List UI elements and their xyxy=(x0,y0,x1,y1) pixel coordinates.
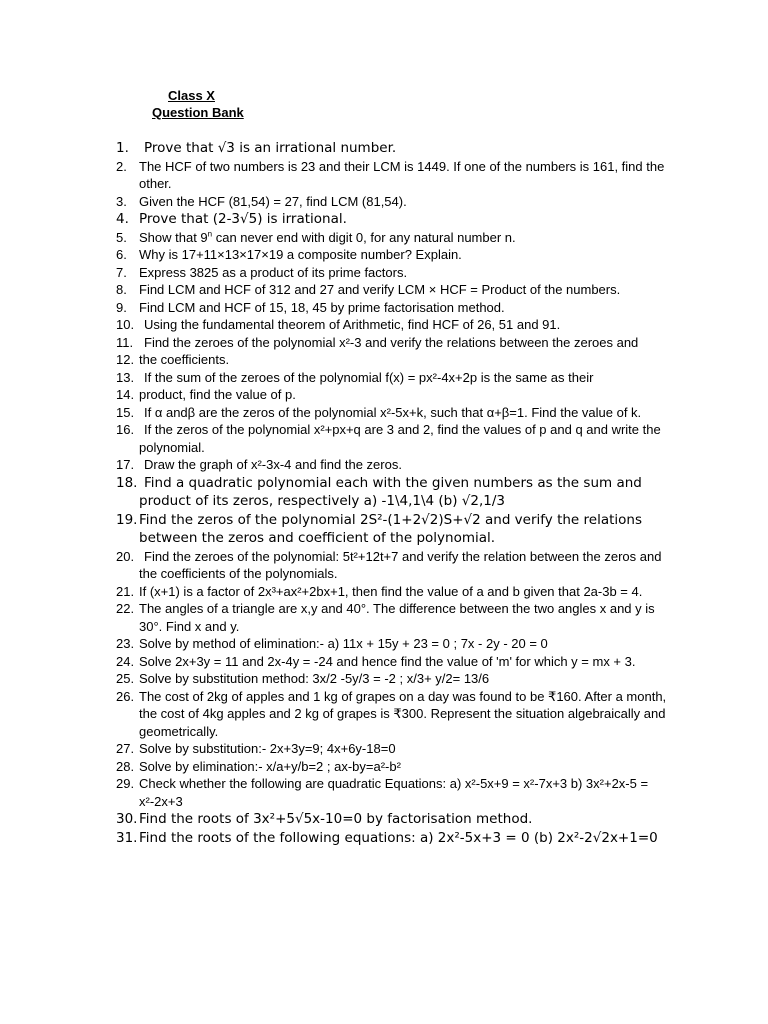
question-text: If α andβ are the zeros of the polynomial x²-5x+k, such that α+β=1. Find the value of k. xyxy=(144,404,642,420)
question-item xyxy=(0,158,675,193)
question-number: 21. xyxy=(116,583,135,599)
question-item xyxy=(0,316,675,334)
question-item xyxy=(0,548,675,583)
question-item xyxy=(0,229,675,247)
question-number: 20. xyxy=(116,548,135,564)
question-item xyxy=(0,583,675,601)
question-text: Find the zeroes of the polynomial x²-3 and verify the relations between the zeroes and xyxy=(144,334,639,350)
question-number: 27. xyxy=(116,741,135,756)
question-text: Find LCM and HCF of 312 and 27 and verify LCM × HCF = Product of the numbers. xyxy=(139,282,621,297)
question-item xyxy=(0,246,675,264)
question-text: Solve by elimination:- x/a+y/b=2 ; ax-by=a²-b² xyxy=(139,758,401,774)
question-text: If the zeros of the polynomial x²+px+q are 3 and 2, find the values of p and q and write the polynomial. xyxy=(139,422,661,455)
question-text: Find a quadratic polynomial each with the given numbers as the sum and product of its zeros, respectively a) -1\4,1\4 (b) √2,1/3 xyxy=(139,474,642,509)
question-text: The HCF of two numbers is 23 and their LCM is 1449. If one of the numbers is 161, find the other. xyxy=(139,158,665,191)
question-item xyxy=(0,404,675,422)
question-number: 7. xyxy=(116,264,127,280)
question-item xyxy=(0,474,675,511)
question-item xyxy=(0,775,675,810)
question-text: Prove that √3 is an irrational number. xyxy=(144,140,397,156)
question-text: Using the fundamental theorem of Arithmetic, find HCF of 26, 51 and 91. xyxy=(144,317,561,332)
question-text: If the sum of the zeroes of the polynomial f(x) = px²-4x+2p is the same as their xyxy=(144,369,594,385)
question-number: 2. xyxy=(116,158,127,174)
question-item xyxy=(0,369,675,387)
question-text: Why is 17+11×13×17×19 a composite number? Explain. xyxy=(139,247,462,262)
question-number: 4. xyxy=(116,211,129,227)
question-text: Solve by substitution method: 3x/2 -5y/3 = -2 ; x/3+ y/2= 13/6 xyxy=(139,671,490,686)
question-item xyxy=(0,351,675,369)
question-item xyxy=(0,740,675,758)
question-item xyxy=(0,334,675,352)
question-number: 22. xyxy=(116,601,135,616)
question-number: 6. xyxy=(116,247,127,262)
question-text: Solve by method of elimination:- a) 11x + 15y + 23 = 0 ; 7x - 2y - 20 = 0 xyxy=(139,636,548,651)
question-bank-title: Question Bank xyxy=(152,105,244,120)
question-item xyxy=(0,810,675,829)
question-number: 19. xyxy=(116,511,138,528)
question-text xyxy=(139,230,516,245)
question-text-part: Show that 9 xyxy=(139,229,208,245)
question-text: Given the HCF (81,54) = 27, find LCM (81,54). xyxy=(139,193,407,209)
question-item xyxy=(0,264,675,282)
question-item xyxy=(0,688,675,741)
question-item xyxy=(0,511,675,548)
question-item xyxy=(0,758,675,776)
question-item xyxy=(0,600,675,635)
question-text: Check whether the following are quadratic Equations: a) x²-5x+9 = x²-7x+3 b) 3x²+2x-5 = x²-2x+3 xyxy=(139,776,649,809)
question-number: 26. xyxy=(116,688,135,704)
question-item xyxy=(0,829,675,848)
question-text: Solve 2x+3y = 11 and 2x-4y = -24 and hence find the value of 'm' for which y = mx + 3. xyxy=(139,653,636,669)
question-number: 29. xyxy=(116,776,135,791)
question-number: 8. xyxy=(116,282,127,297)
question-text: Find the zeros of the polynomial 2S²-(1+2√2)S+√2 and verify the relations between the zeros and coefficient of the polynomial. xyxy=(139,511,643,546)
question-number: 23. xyxy=(116,636,135,651)
question-item xyxy=(0,210,675,229)
question-text-part: can never end with digit 0, for any natural number n. xyxy=(212,229,516,245)
question-item xyxy=(0,456,675,474)
question-text: Solve by substitution:- 2x+3y=9; 4x+6y-18=0 xyxy=(139,741,396,756)
superscript: n xyxy=(207,229,213,239)
question-item xyxy=(0,193,675,211)
question-text: Find the roots of the following equations: a) 2x²-5x+3 = 0 (b) 2x²-2√2x+1=0 xyxy=(139,829,658,846)
question-number: 5. xyxy=(116,229,127,245)
question-number: 31. xyxy=(116,829,138,846)
question-number: 13. xyxy=(116,369,135,385)
question-number: 11. xyxy=(116,334,134,350)
question-text: Express 3825 as a product of its prime factors. xyxy=(139,264,408,280)
question-item xyxy=(0,635,675,653)
question-number: 3. xyxy=(116,193,127,209)
question-number: 12. xyxy=(116,352,135,367)
question-text: Draw the graph of x²-3x-4 and find the zeros. xyxy=(144,457,402,472)
question-text: Find the roots of 3x²+5√5x-10=0 by factorisation method. xyxy=(139,811,533,827)
question-text: Find the zeroes of the polynomial: 5t²+12t+7 and verify the relation between the zeros and the coefficients of the polynomials. xyxy=(139,548,662,581)
question-item xyxy=(0,653,675,671)
question-number: 28. xyxy=(116,758,135,774)
question-number: 18. xyxy=(116,474,138,491)
question-text: the coefficients. xyxy=(139,352,230,367)
question-list xyxy=(0,139,768,847)
question-text: Find LCM and HCF of 15, 18, 45 by prime factorisation method. xyxy=(139,299,505,315)
question-number: 14. xyxy=(116,387,135,402)
question-number: 25. xyxy=(116,671,135,686)
question-text: The angles of a triangle are x,y and 40°. The difference between the two angles x and y is 30°. Find x and y. xyxy=(139,601,655,634)
question-item xyxy=(0,299,675,317)
question-item xyxy=(0,670,675,688)
question-number: 15. xyxy=(116,404,135,420)
question-number: 24. xyxy=(116,653,135,669)
question-number: 10. xyxy=(116,317,135,332)
question-item xyxy=(0,281,675,299)
class-title: Class X xyxy=(168,88,215,103)
question-text: If (x+1) is a factor of 2x³+ax²+2bx+1, then find the value of a and b given that 2a-3b = 4. xyxy=(139,583,643,599)
question-number: 30. xyxy=(116,811,138,827)
question-item xyxy=(0,386,675,404)
question-number: 16. xyxy=(116,422,135,437)
question-item xyxy=(0,421,675,456)
question-text: product, find the value of p. xyxy=(139,387,296,402)
question-text: The cost of 2kg of apples and 1 kg of grapes on a day was found to be ₹160. After a month, the cost of 4kg apples and 2 kg of grapes is ₹300. Represent the situation algebraically and geometrically. xyxy=(139,688,667,739)
question-number: 17. xyxy=(116,457,135,472)
question-item xyxy=(0,139,675,158)
question-text: Prove that (2-3√5) is irrational. xyxy=(139,211,347,227)
question-number: 9. xyxy=(116,299,127,315)
question-number: 1. xyxy=(116,140,129,156)
